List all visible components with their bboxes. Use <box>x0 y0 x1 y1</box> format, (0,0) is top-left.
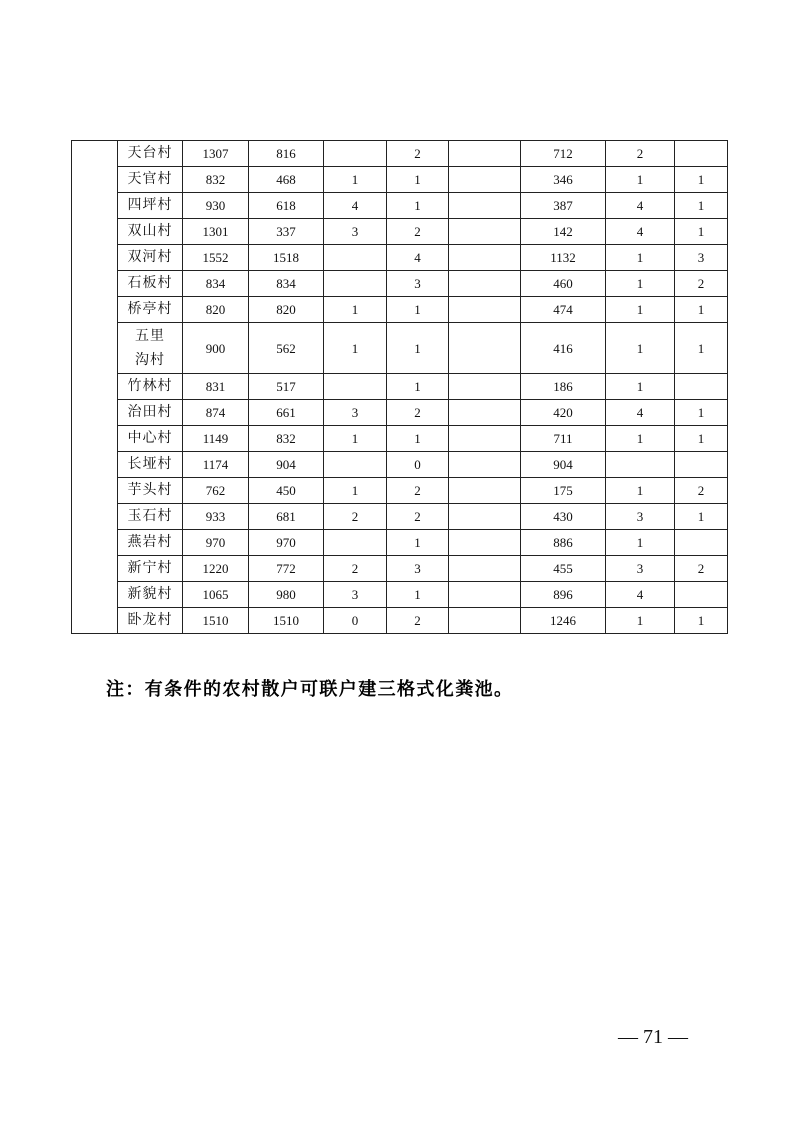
table-cell: 1 <box>387 323 449 374</box>
table-cell: 1 <box>387 374 449 400</box>
table-cell: 1552 <box>183 245 249 271</box>
table-cell: 1518 <box>249 245 324 271</box>
table-row <box>72 426 728 452</box>
table-cell: 420 <box>521 400 606 426</box>
village-name-cell: 竹林村 <box>118 374 183 400</box>
table-cell: 1510 <box>249 608 324 634</box>
table-cell: 468 <box>249 167 324 193</box>
page-number: — 71 — <box>618 1026 688 1048</box>
table-cell: 1 <box>606 608 675 634</box>
table-cell: 1 <box>606 245 675 271</box>
table-cell: 772 <box>249 556 324 582</box>
table-cell: 517 <box>249 374 324 400</box>
table-cell: 1174 <box>183 452 249 478</box>
table-cell: 2 <box>675 556 728 582</box>
table-cell: 1 <box>324 297 387 323</box>
table-cell: 387 <box>521 193 606 219</box>
village-name-cell: 五里沟村 <box>118 323 183 374</box>
village-name-cell: 石板村 <box>118 271 183 297</box>
village-name-cell: 新宁村 <box>118 556 183 582</box>
table-cell: 0 <box>324 608 387 634</box>
table-cell <box>449 297 521 323</box>
table-cell <box>449 219 521 245</box>
table-cell <box>449 400 521 426</box>
table-cell <box>324 452 387 478</box>
table-row <box>72 582 728 608</box>
village-name-cell: 中心村 <box>118 426 183 452</box>
table-cell <box>449 323 521 374</box>
table-cell: 834 <box>249 271 324 297</box>
table-cell: 474 <box>521 297 606 323</box>
table-cell: 980 <box>249 582 324 608</box>
table-cell: 1 <box>324 167 387 193</box>
table-cell: 3 <box>675 245 728 271</box>
table-cell: 4 <box>606 582 675 608</box>
table-cell: 3 <box>387 556 449 582</box>
table-row <box>72 504 728 530</box>
table-cell: 4 <box>606 193 675 219</box>
table-cell: 712 <box>521 141 606 167</box>
table-cell: 2 <box>324 504 387 530</box>
table-cell: 1 <box>675 426 728 452</box>
table-cell <box>324 271 387 297</box>
table-cell: 904 <box>521 452 606 478</box>
table-cell: 1 <box>606 374 675 400</box>
table-cell <box>675 582 728 608</box>
footnote: 注：有条件的农村散户可联户建三格式化粪池。 <box>106 679 514 700</box>
table-cell <box>675 452 728 478</box>
table-cell <box>449 530 521 556</box>
table-cell <box>449 374 521 400</box>
table-row <box>72 297 728 323</box>
table-cell: 1 <box>324 323 387 374</box>
table-cell: 2 <box>387 504 449 530</box>
table-row <box>72 271 728 297</box>
table-cell: 1 <box>675 219 728 245</box>
table-cell: 450 <box>249 478 324 504</box>
table-cell: 874 <box>183 400 249 426</box>
table-cell: 416 <box>521 323 606 374</box>
table-cell: 562 <box>249 323 324 374</box>
table-cell: 933 <box>183 504 249 530</box>
table-cell: 832 <box>249 426 324 452</box>
table-cell: 142 <box>521 219 606 245</box>
table-cell <box>449 167 521 193</box>
table-cell <box>675 141 728 167</box>
table-cell: 930 <box>183 193 249 219</box>
table-cell <box>449 478 521 504</box>
table-cell: 834 <box>183 271 249 297</box>
village-name-cell: 桥亭村 <box>118 297 183 323</box>
village-name-cell: 天台村 <box>118 141 183 167</box>
table-cell: 1510 <box>183 608 249 634</box>
table-cell <box>449 193 521 219</box>
table-cell: 3 <box>324 400 387 426</box>
table-cell <box>449 582 521 608</box>
table-cell <box>324 141 387 167</box>
table-cell <box>449 271 521 297</box>
table-cell: 886 <box>521 530 606 556</box>
table-cell: 711 <box>521 426 606 452</box>
table-row <box>72 141 728 167</box>
table-cell <box>449 245 521 271</box>
table-cell <box>449 426 521 452</box>
table-cell: 2 <box>387 608 449 634</box>
table-cell: 1 <box>387 426 449 452</box>
table-cell: 904 <box>249 452 324 478</box>
table-row <box>72 167 728 193</box>
table-cell: 1 <box>606 530 675 556</box>
table-cell: 4 <box>324 193 387 219</box>
table-cell: 1 <box>675 323 728 374</box>
table-cell: 2 <box>387 400 449 426</box>
table-cell: 455 <box>521 556 606 582</box>
table-cell: 1 <box>675 400 728 426</box>
village-name-cell: 四坪村 <box>118 193 183 219</box>
table-cell: 1149 <box>183 426 249 452</box>
table-cell: 1 <box>606 271 675 297</box>
table-cell: 1 <box>324 478 387 504</box>
table-row <box>72 193 728 219</box>
table-cell: 1 <box>606 297 675 323</box>
table-cell: 337 <box>249 219 324 245</box>
table-cell: 1065 <box>183 582 249 608</box>
table-cell: 1 <box>675 167 728 193</box>
table-cell <box>606 452 675 478</box>
table-cell: 1 <box>387 530 449 556</box>
village-name-cell: 长垭村 <box>118 452 183 478</box>
village-data-table <box>71 140 728 634</box>
village-name-cell: 双河村 <box>118 245 183 271</box>
table-cell <box>324 245 387 271</box>
table-cell: 1 <box>675 504 728 530</box>
village-name-cell: 新貌村 <box>118 582 183 608</box>
table-body <box>72 141 728 634</box>
table-cell: 3 <box>387 271 449 297</box>
table-cell: 832 <box>183 167 249 193</box>
table-cell: 2 <box>675 271 728 297</box>
table-cell <box>449 452 521 478</box>
table-cell: 2 <box>324 556 387 582</box>
table-cell: 1301 <box>183 219 249 245</box>
table-cell: 186 <box>521 374 606 400</box>
table-cell: 346 <box>521 167 606 193</box>
table-cell: 1 <box>387 297 449 323</box>
table-cell: 4 <box>606 219 675 245</box>
village-name-cell: 燕岩村 <box>118 530 183 556</box>
table-row <box>72 374 728 400</box>
table-row <box>72 556 728 582</box>
table-cell: 1 <box>387 167 449 193</box>
table-cell: 1246 <box>521 608 606 634</box>
table-row <box>72 245 728 271</box>
table-cell <box>449 504 521 530</box>
table-row <box>72 530 728 556</box>
table-cell: 2 <box>387 219 449 245</box>
table-cell: 460 <box>521 271 606 297</box>
table-row <box>72 219 728 245</box>
village-name-cell: 双山村 <box>118 219 183 245</box>
table-cell <box>675 530 728 556</box>
table-cell: 3 <box>606 504 675 530</box>
table-row <box>72 400 728 426</box>
table-cell: 1220 <box>183 556 249 582</box>
table-cell: 831 <box>183 374 249 400</box>
village-name-cell: 芋头村 <box>118 478 183 504</box>
table-cell: 1132 <box>521 245 606 271</box>
table-cell: 1 <box>606 167 675 193</box>
table-cell: 1 <box>387 582 449 608</box>
table-cell: 175 <box>521 478 606 504</box>
table-cell: 820 <box>183 297 249 323</box>
table-cell: 1 <box>675 193 728 219</box>
table-cell <box>675 374 728 400</box>
table-row <box>72 478 728 504</box>
table-cell <box>449 556 521 582</box>
table-cell: 1307 <box>183 141 249 167</box>
township-cell <box>72 141 118 634</box>
table-cell: 2 <box>387 478 449 504</box>
table-cell: 896 <box>521 582 606 608</box>
table-cell <box>449 141 521 167</box>
table-cell: 900 <box>183 323 249 374</box>
table-cell: 681 <box>249 504 324 530</box>
table-cell: 970 <box>249 530 324 556</box>
table-cell: 1 <box>324 426 387 452</box>
table-cell: 2 <box>606 141 675 167</box>
table-cell: 3 <box>606 556 675 582</box>
table-cell: 3 <box>324 219 387 245</box>
table-cell: 4 <box>387 245 449 271</box>
village-name-cell: 卧龙村 <box>118 608 183 634</box>
table-cell: 3 <box>324 582 387 608</box>
village-name-cell: 治田村 <box>118 400 183 426</box>
village-name-cell: 玉石村 <box>118 504 183 530</box>
table-cell: 1 <box>606 323 675 374</box>
table-cell: 1 <box>675 297 728 323</box>
table-cell <box>449 608 521 634</box>
table-cell: 1 <box>675 608 728 634</box>
table-cell: 1 <box>387 193 449 219</box>
table-cell <box>324 374 387 400</box>
table-cell: 4 <box>606 400 675 426</box>
table-cell: 762 <box>183 478 249 504</box>
table-cell: 820 <box>249 297 324 323</box>
table-cell <box>324 530 387 556</box>
table-row <box>72 452 728 478</box>
table-row <box>72 608 728 634</box>
table-cell: 430 <box>521 504 606 530</box>
table-cell: 1 <box>606 478 675 504</box>
table-cell: 2 <box>675 478 728 504</box>
table-cell: 0 <box>387 452 449 478</box>
table-cell: 970 <box>183 530 249 556</box>
table-cell: 618 <box>249 193 324 219</box>
table-cell: 1 <box>606 426 675 452</box>
table-cell: 816 <box>249 141 324 167</box>
table-row <box>72 323 728 374</box>
table-cell: 661 <box>249 400 324 426</box>
village-name-cell: 天官村 <box>118 167 183 193</box>
table-cell: 2 <box>387 141 449 167</box>
